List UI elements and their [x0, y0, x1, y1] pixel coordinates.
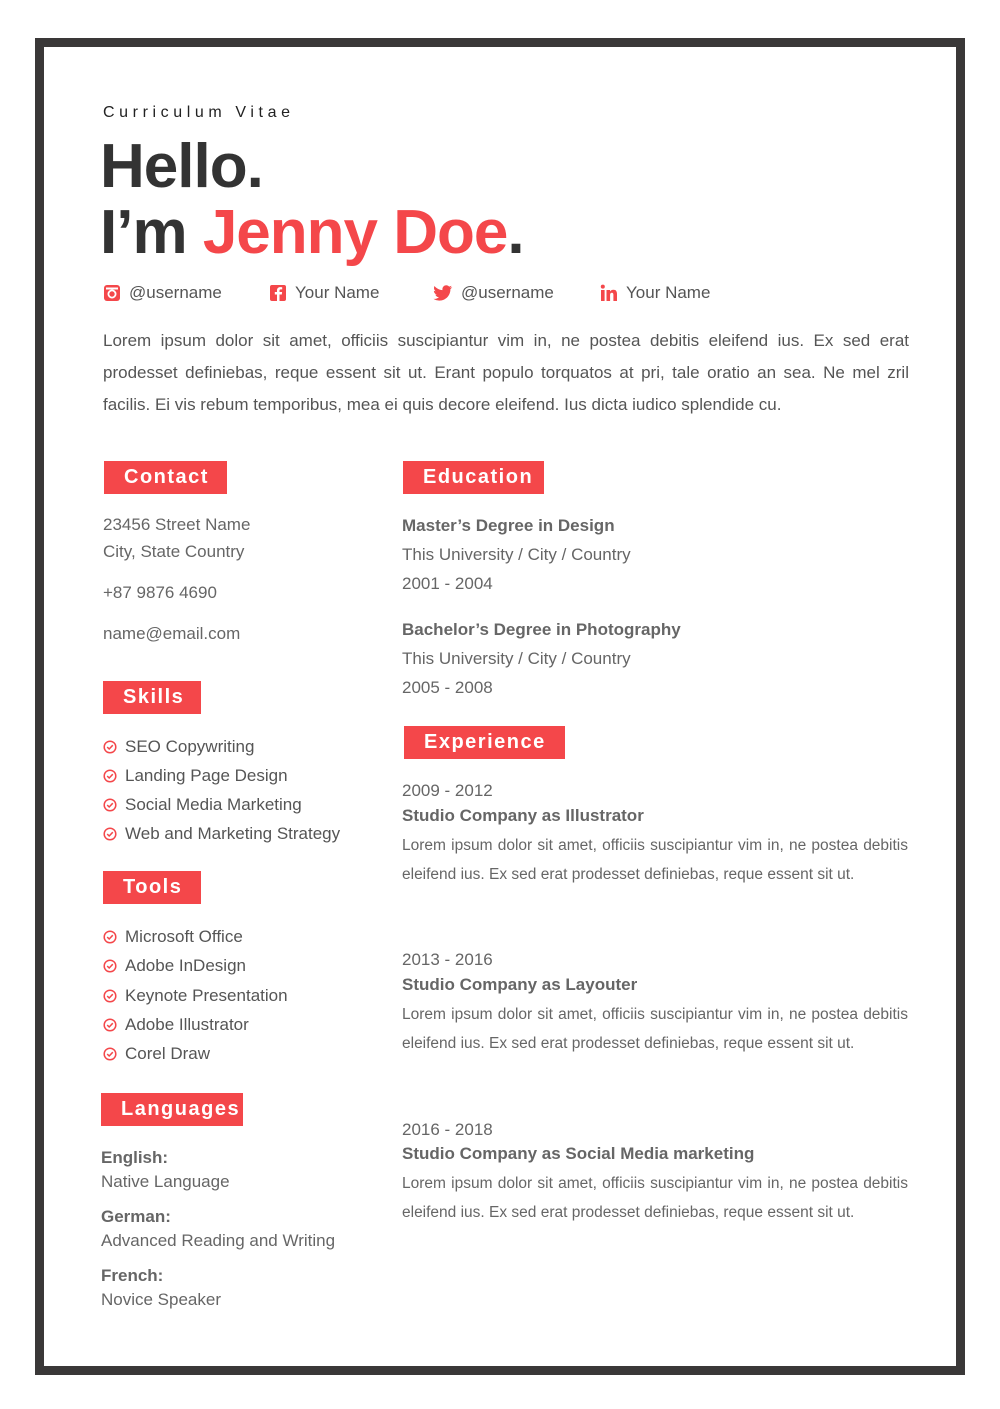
instagram-icon: [103, 284, 121, 302]
greeting-heading: Hello.: [100, 132, 263, 201]
social-label: Your Name: [626, 283, 711, 302]
tool-item: [103, 927, 243, 947]
job-description: Lorem ipsum dolor sit amet, officiis suscipiantur vim in, ne postea debitis eleifend ius. Ex sed erat prodesset definiebas, reque essent sit ut.: [402, 1006, 908, 1052]
linkedin-icon: [600, 284, 618, 302]
skill-label: Web and Marketing Strategy: [125, 824, 341, 843]
tool-label: Corel Draw: [125, 1044, 211, 1063]
person-name: Jenny Doe: [202, 198, 508, 267]
social-label: Your Name: [295, 283, 380, 302]
skill-item: [103, 766, 288, 786]
job-role: Studio Company as Layouter: [402, 975, 638, 994]
address-line-1: 23456 Street Name: [103, 515, 251, 534]
facebook-icon: [269, 284, 287, 302]
language-name: English:: [101, 1148, 169, 1167]
check-circle-icon: [103, 769, 117, 783]
tool-label: Keynote Presentation: [125, 986, 288, 1005]
experience-heading: Experience: [404, 726, 565, 759]
degree-years: 2005 - 2008: [402, 678, 493, 697]
check-circle-icon: [103, 798, 117, 812]
skill-item: [103, 737, 254, 757]
languages-heading: Languages: [101, 1093, 243, 1126]
degree-years: 2001 - 2004: [402, 574, 493, 593]
language-name: French:: [101, 1266, 164, 1285]
social-facebook[interactable]: [269, 283, 379, 303]
skill-item: [103, 795, 302, 815]
check-circle-icon: [103, 930, 117, 944]
tool-label: Adobe Illustrator: [125, 1015, 249, 1034]
contact-heading: Contact: [104, 461, 227, 494]
phone-number: +87 9876 4690: [103, 583, 217, 602]
name-suffix: .: [507, 198, 524, 267]
language-level: Advanced Reading and Writing: [101, 1231, 336, 1250]
tool-label: Adobe InDesign: [125, 956, 246, 975]
skill-item: [103, 824, 340, 844]
tool-item: [103, 1044, 210, 1064]
job-years: 2009 - 2012: [402, 781, 493, 800]
skill-label: Social Media Marketing: [125, 795, 302, 814]
email-address: name@email.com: [103, 624, 241, 643]
social-instagram[interactable]: [103, 283, 222, 303]
skills-heading: Skills: [103, 681, 201, 714]
degree-school: This University / City / Country: [402, 545, 631, 564]
check-circle-icon: [103, 989, 117, 1003]
social-twitter[interactable]: [433, 283, 554, 303]
job-role: Studio Company as Social Media marketing: [402, 1144, 755, 1163]
tool-item: [103, 986, 288, 1006]
degree-title: Master’s Degree in Design: [402, 516, 615, 535]
check-circle-icon: [103, 1018, 117, 1032]
name-prefix: I’m: [100, 198, 203, 267]
skill-label: Landing Page Design: [125, 766, 288, 785]
degree-title: Bachelor’s Degree in Photography: [402, 620, 681, 639]
language-name: German:: [101, 1207, 171, 1226]
job-description: Lorem ipsum dolor sit amet, officiis suscipiantur vim in, ne postea debitis eleifend ius. Ex sed erat prodesset definiebas, reque essent sit ut.: [402, 837, 908, 883]
job-role: Studio Company as Illustrator: [402, 806, 644, 825]
tool-item: [103, 1015, 249, 1035]
degree-school: This University / City / Country: [402, 649, 631, 668]
job-years: 2016 - 2018: [402, 1120, 493, 1139]
intro-paragraph: Lorem ipsum dolor sit amet, officiis suscipiantur vim in, ne postea debitis eleifend ius. Ex sed erat prodesset definiebas, reque essent sit ut. Erant populo torquatos at pri, tale oratio an sea. Ne mel zril facilis. Ei vis rebum temporibus, mea ei quis decore eleifend. Ius dicta iudico splendide cu.: [103, 331, 909, 414]
address-line-2: City, State Country: [103, 542, 245, 561]
language-level: Novice Speaker: [101, 1290, 222, 1309]
social-label: @username: [129, 283, 222, 302]
job-years: 2013 - 2016: [402, 950, 493, 969]
twitter-icon: [433, 285, 453, 302]
name-heading: [100, 200, 524, 266]
social-label: @username: [461, 283, 554, 302]
tool-item: [103, 956, 246, 976]
job-description: Lorem ipsum dolor sit amet, officiis suscipiantur vim in, ne postea debitis eleifend ius. Ex sed erat prodesset definiebas, reque essent sit ut.: [402, 1175, 908, 1221]
tools-heading: Tools: [103, 871, 201, 904]
language-level: Native Language: [101, 1172, 230, 1191]
education-heading: Education: [403, 461, 544, 494]
check-circle-icon: [103, 959, 117, 973]
check-circle-icon: [103, 827, 117, 841]
tool-label: Microsoft Office: [125, 927, 243, 946]
cv-label: Curriculum Vitae: [103, 104, 295, 121]
check-circle-icon: [103, 1047, 117, 1061]
skill-label: SEO Copywriting: [125, 737, 255, 756]
social-linkedin[interactable]: [600, 283, 710, 303]
check-circle-icon: [103, 740, 117, 754]
